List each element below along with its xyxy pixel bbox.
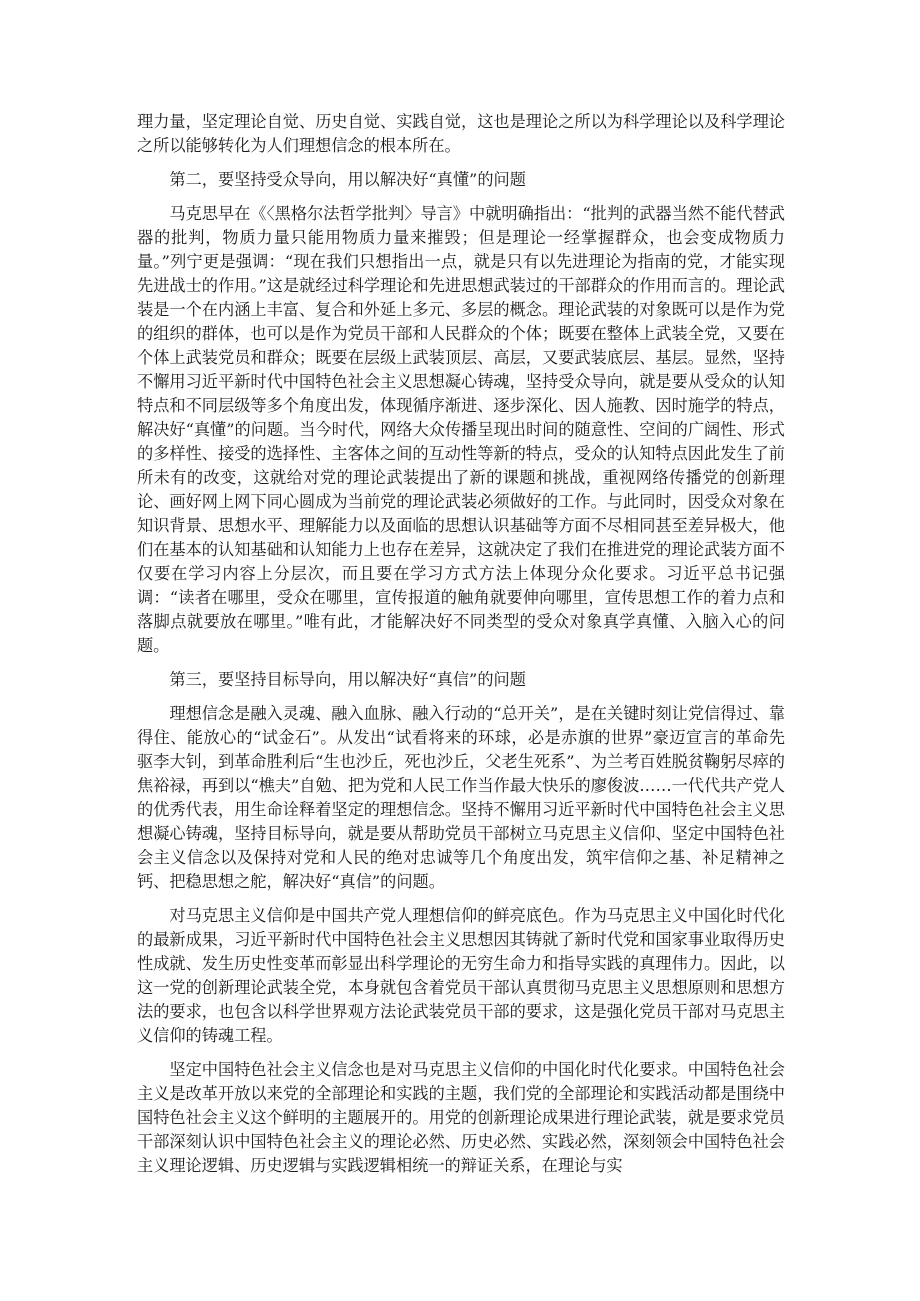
paragraph-ideals-beliefs: 理想信念是融入灵魂、融入血脉、融入行动的“总开关”，是在关键时刻让党信得过、靠得住、能放心的“试金石”。从发出“试看将来的环球，必是赤旗的世界”豪迈宣言的革命先驱李大钊，到革命胜利后“生也沙丘，死也沙丘，父老生死系”、为兰考百姓脱贫鞠躬尽瘁的焦裕禄，再到以“樵夫”自勉、把为党和人民工作当作最大快乐的廖俊波……一代代共产党人的优秀代表，用生命诠释着坚定的理想信念。坚持不懈用习近平新时代中国特色社会主义思想凝心铸魂，坚持目标导向，就是要从帮助党员干部树立马克思主义信仰、坚定中国特色社会主义信念以及保持对党和人民的绝对忠诚等几个角度出发，筑牢信仰之基、补足精神之钙、把稳思想之舵，解决好“真信”的问题。 — [137, 704, 785, 891]
paragraph-continuation: 理力量，坚定理论自觉、历史自觉、实践自觉，这也是理论之所以为科学理论以及科学理论之所以能够转化为人们理想信念的根本所在。 — [137, 112, 785, 155]
section-heading-second: 第二，要坚持受众导向，用以解决好“真懂”的问题 — [169, 170, 526, 189]
paragraph-marxist-faith: 对马克思主义信仰是中国共产党人理想信仰的鲜亮底色。作为马克思主义中国化时代化的最新成果，习近平新时代中国特色社会主义思想因其铸就了新时代党和国家事业取得历史性成就、发生历史性变革而彰显出科学理论的无穷生命力和指导实践的真理伟力。因此，以这一党的创新理论武装全党，本身就包含着党员干部认真贯彻马克思主义思想原则和思想方法的要求，也包含以科学世界观方法论武装党员干部的要求，这是强化党员干部对马克思主义信仰的铸魂工程。 — [137, 906, 785, 1045]
paragraph-socialism-belief: 坚定中国特色社会主义信念也是对马克思主义信仰的中国化时代化要求。中国特色社会主义是改革开放以来党的全部理论和实践的主题，我们党的全部理论和实践活动都是围绕中国特色社会主义这个鲜明的主题展开的。用党的创新理论成果进行理论武装，就是要求党员干部深刻认识中国特色社会主义的理论必然、历史必然、实践必然，深刻领会中国特色社会主义理论逻辑、历史逻辑与实践逻辑相统一的辩证关系，在理论与实 — [137, 1060, 785, 1175]
document-body — [137, 110, 785, 1188]
paragraph-marx-quote: 马克思早在《〈黑格尔法哲学批判〉导言》中就明确指出：“批判的武器当然不能代替武器的批判，物质力量只能用物质力量来摧毁；但是理论一经掌握群众，也会变成物质力量。”列宁更是强调：“现在我们只想指出一点，就是只有以先进理论为指南的党，才能实现先进战士的作用。”这是就经过科学理论和先进思想武装过的干部群众的作用而言的。理论武装是一个在内涵上丰富、复合和外延上多元、多层的概念。理论武装的对象既可以是作为党的组织的群体，也可以是作为党员干部和人民群众的个体；既要在整体上武装全党，又要在个体上武装党员和群众；既要在层级上武装顶层、高层，又要武装底层、基层。显然，坚持不懈用习近平新时代中国特色社会主义思想凝心铸魂，坚持受众导向，就是要从受众的认知特点和不同层级等多个角度出发，体现循序渐进、逐步深化、因人施教、因时施学的特点，解决好“真懂”的问题。当今时代，网络大众传播呈现出时间的随意性、空间的广阔性、形式的多样性、接受的选择性、主客体之间的互动性等新的特点，受众的认知特点因此发生了前所未有的改变，这就给对党的理论武装提出了新的课题和挑战，重视网络传播党的创新理论、画好网上网下同心圆成为当前党的理论武装必须做好的工作。与此同时，因受众对象在知识背景、思想水平、理解能力以及面临的思想认识基础等方面不尽相同甚至差异极大，他们在基本的认知基础和认知能力上也存在差异，这就决定了我们在推进党的理论武装方面不仅要在学习内容上分层次，而且要在学习方式方法上体现分众化要求。习近平总书记强调：“读者在哪里，受众在哪里，宣传报道的触角就要伸向哪里，宣传思想工作的着力点和落脚点就要放在哪里。”唯有此，才能解决好不同类型的受众对象真学真懂、入脑入心的问题。 — [137, 204, 785, 655]
section-heading-third: 第三，要坚持目标导向，用以解决好“真信”的问题 — [169, 670, 526, 689]
